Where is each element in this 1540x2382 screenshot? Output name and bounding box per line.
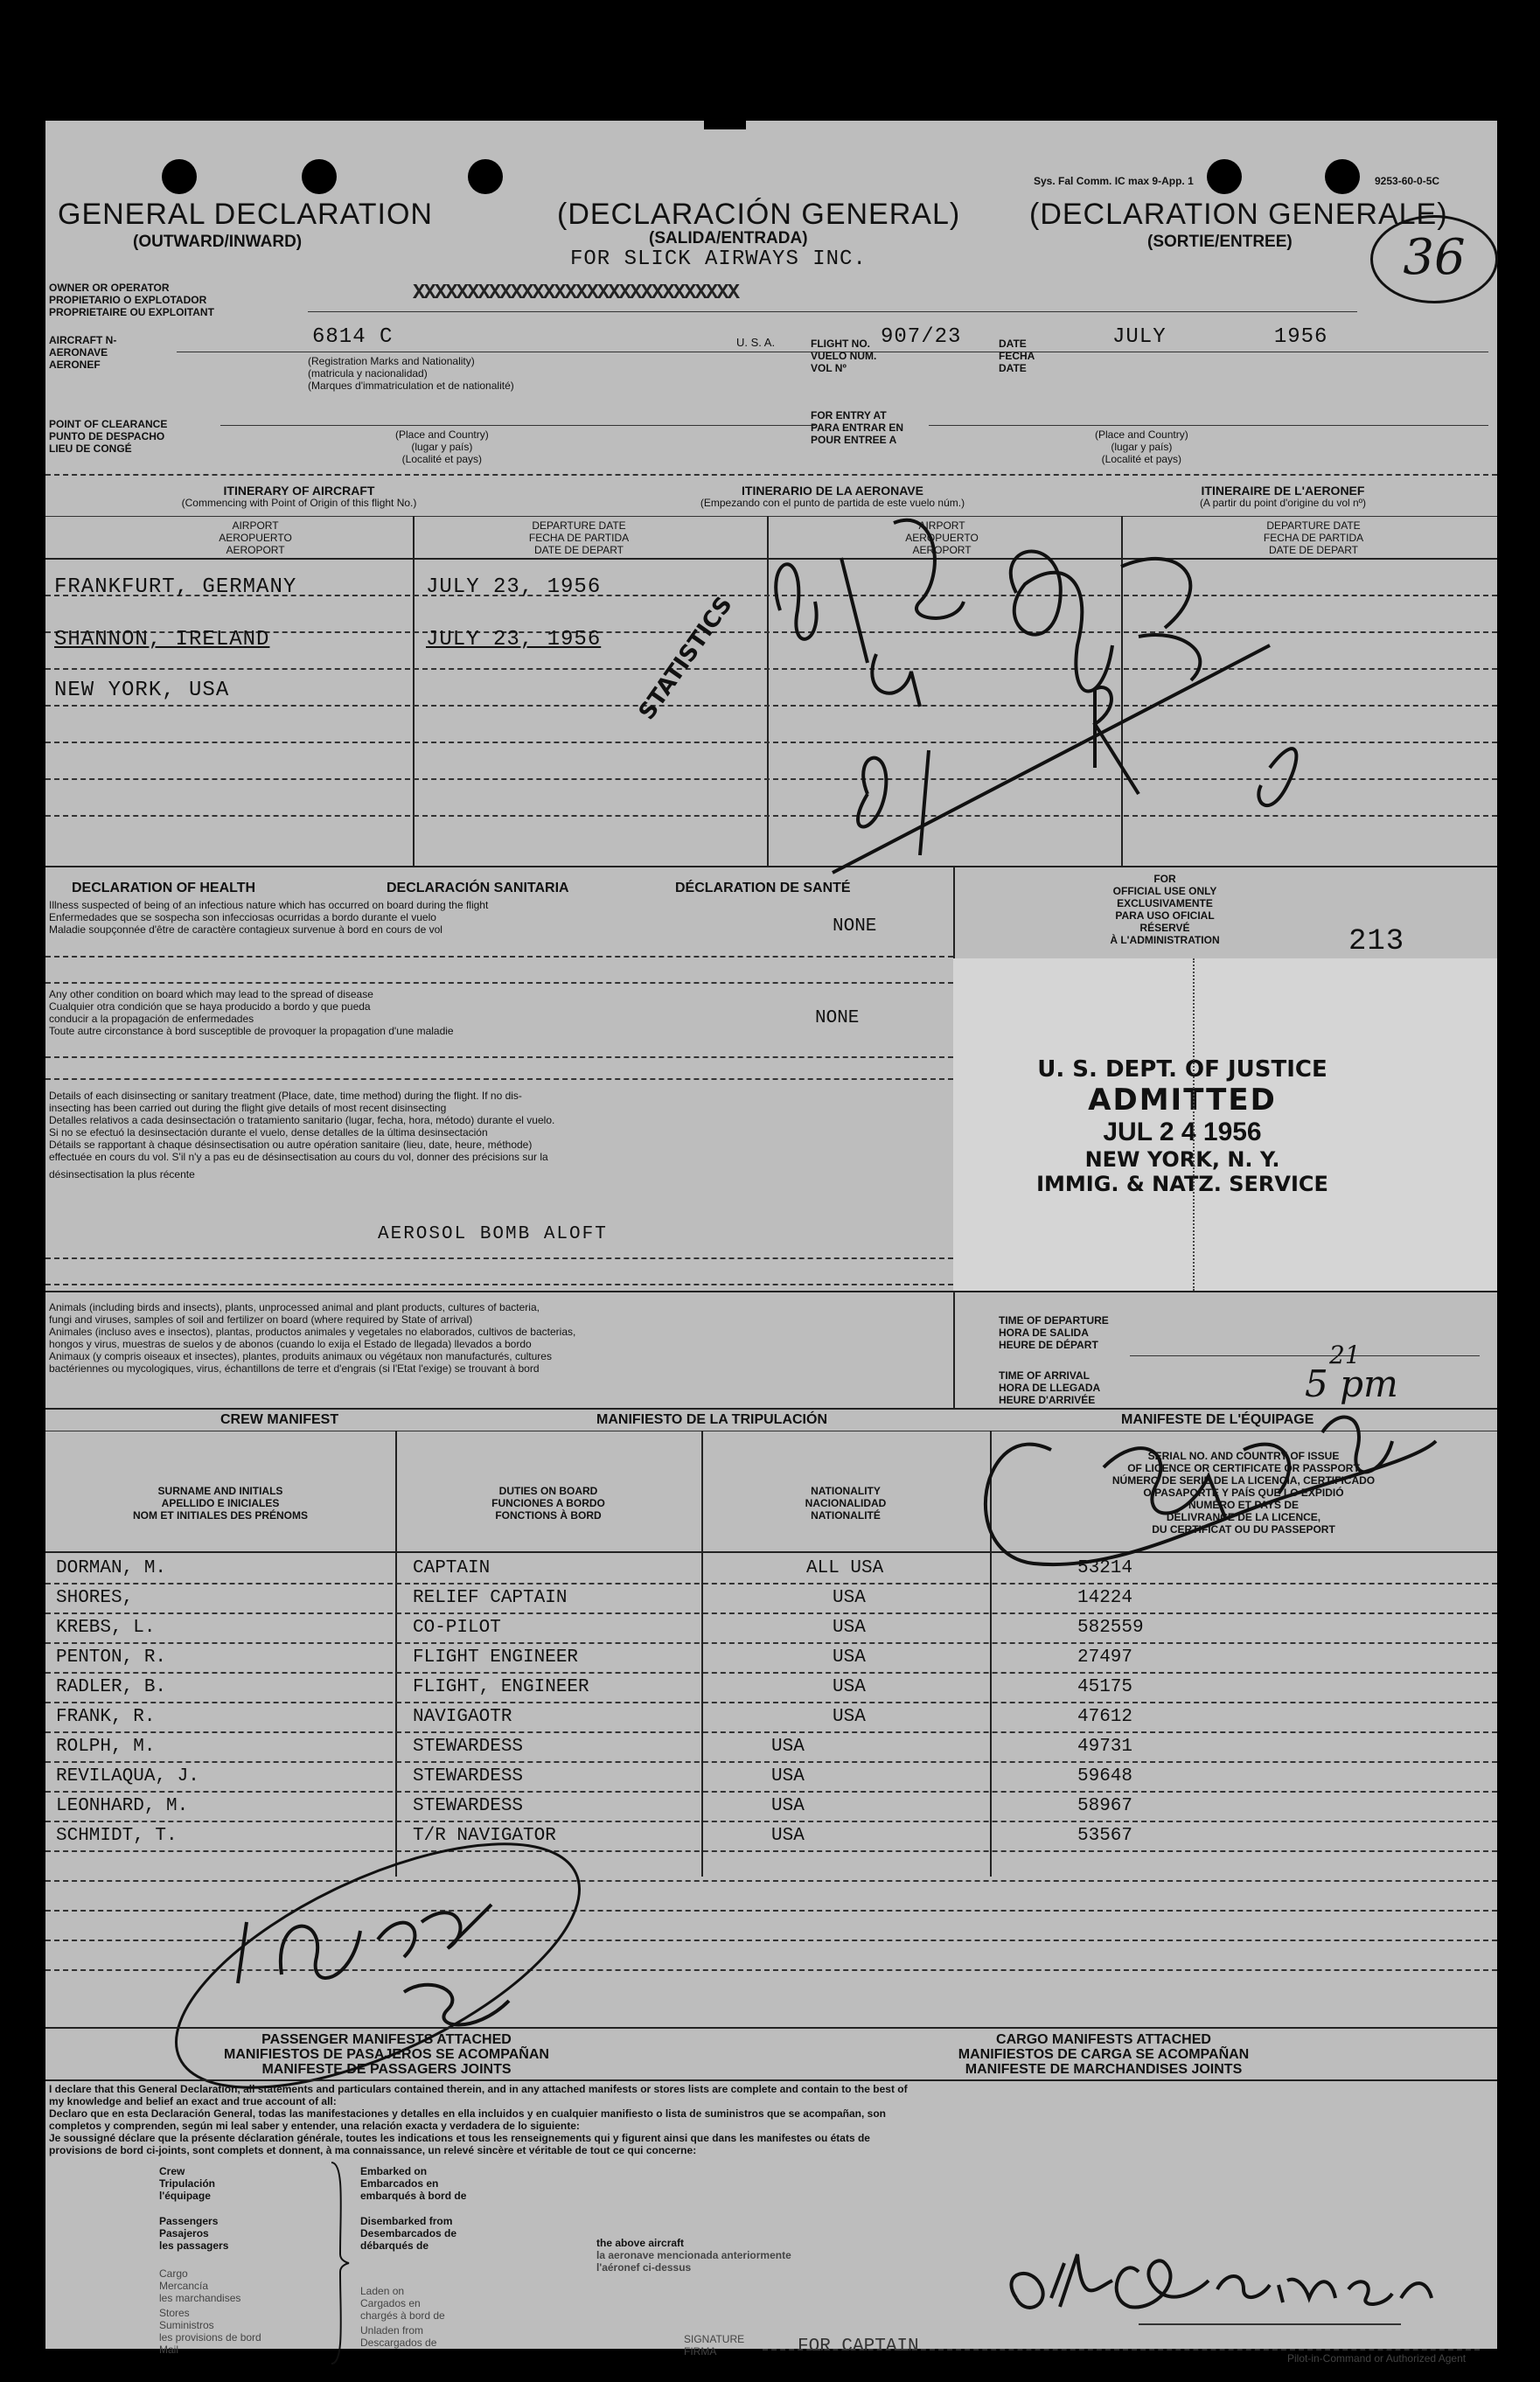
itinerary-title-fr: ITINERAIRE DE L'AERONEF (A partir du point d'origine du vol nº) <box>1199 484 1367 509</box>
itinerary-date-1: JULY 23, 1956 <box>426 575 602 599</box>
health-answer-1: NONE <box>833 916 877 937</box>
crew-duty: NAVIGAOTR <box>413 1707 512 1727</box>
crew-serial: 59648 <box>1077 1766 1133 1786</box>
crew-serial: 49731 <box>1077 1737 1133 1757</box>
itinerary-handwriting <box>728 505 1392 873</box>
crew-duty: FLIGHT, ENGINEER <box>413 1677 589 1697</box>
crew-row-line <box>45 1821 1497 1822</box>
aircraft-label: AIRCRAFT N- AERONAVE AERONEF <box>49 334 117 371</box>
health-question-1: Illness suspected of being of an infectious nature which has occurred on board during the flight Enfermedades que se sospecha son infecciosas ocurridas a bordo durante el vuelo Maladie soupçonnée d'être de caractère contagieux survenue à bord en cours de vol <box>49 899 489 936</box>
health-title-en: DECLARATION OF HEALTH <box>72 881 256 895</box>
crew-title-en: CREW MANIFEST <box>220 1412 339 1427</box>
crew-name: FRANK, R. <box>56 1707 156 1727</box>
footer-brace <box>327 2158 353 2368</box>
punch-hole <box>1325 159 1360 194</box>
pilot-label: Pilot-in-Command or Authorized Agent <box>1287 2352 1467 2365</box>
signature-label: SIGNATURE FIRMA <box>684 2333 745 2358</box>
crew-serial: 53567 <box>1077 1826 1133 1846</box>
health-question-3: Details of each disinsecting or sanitary treatment (Place, date, time method) during the flight. If no dis- insecting has been carried out during the flight give details of most recent disinsecting Detalles relativos a cada desinsectación o tratamiento sanitario (lugar, fecha, hora, método) durante el vuelo. Si no se efectuó la desinsectación durante el vuelo, dense detalles de la última desinsectación Détails se rapportant à chaque désinsectisation ou autre opération sanitaire (lieu, date, heure, méthode) effectuée en cours du vol. S'il n'y a pas eu de désinsectisation au cours du vol, donner des précisions sur la désinsectisation la plus récente <box>49 1090 555 1181</box>
crew-name: DORMAN, M. <box>56 1558 167 1578</box>
page-number: 36 <box>1370 215 1498 303</box>
official-use-label: FOR OFFICIAL USE ONLY EXCLUSIVAMENTE PARA USO OFICIAL RÉSERVÉ À L'ADMINISTRATION <box>1110 873 1220 946</box>
signature-for: FOR CAPTAIN <box>798 2337 919 2357</box>
immigration-stamp: U. S. DEPT. OF JUSTICE ADMITTED JUL 2 4 1956 NEW YORK, N. Y. IMMIG. & NATZ. SERVICE <box>1036 1056 1328 1196</box>
crew-header-name: SURNAME AND INITIALS APELLIDO E INICIALES NOM ET INITIALES DES PRÉNOMS <box>132 1485 308 1522</box>
health-title-es: DECLARACIÓN SANITARIA <box>387 881 569 895</box>
crew-duty: T/R NAVIGATOR <box>413 1826 556 1846</box>
crew-name: KREBS, L. <box>56 1618 156 1638</box>
crew-nationality: USA <box>771 1737 805 1757</box>
crew-title-fr: MANIFESTE DE L'ÉQUIPAGE <box>1121 1412 1314 1427</box>
fal-reference: Sys. Fal Comm. IC max 9-App. 1 <box>1034 175 1194 187</box>
flight-date: JULY 1956 <box>1112 325 1328 349</box>
crew-nationality: USA <box>771 1826 805 1846</box>
owner-value-struck: XXXXXXXXXXXXXXXXXXXXXXXXXXXXXX <box>413 282 739 305</box>
crew-serial: 58967 <box>1077 1796 1133 1816</box>
footer-passengers-label: Passengers Pasajeros les passagers <box>159 2215 229 2252</box>
crew-name: SCHMIDT, T. <box>56 1826 178 1846</box>
crew-duty: RELIEF CAPTAIN <box>413 1588 568 1608</box>
crew-serial: 45175 <box>1077 1677 1133 1697</box>
subtitle-es: (SALIDA/ENTRADA) <box>649 229 808 247</box>
crew-header-duties: DUTIES ON BOARD FUNCIONES A BORDO FONCTIONS À BORD <box>491 1485 605 1522</box>
crew-name: REVILAQUA, J. <box>56 1766 199 1786</box>
flight-label: FLIGHT NO. VUELO NUM. VOL Nº <box>811 338 877 374</box>
crew-duty: STEWARDESS <box>413 1766 524 1786</box>
registration-note: (Registration Marks and Nationality) (matricula y nacionalidad) (Marques d'immatriculation et de nationalité) <box>308 355 514 392</box>
subtitle-fr: (SORTIE/ENTREE) <box>1147 233 1293 251</box>
itinerary-col-airport-2: AIRPORT AEROPUERTO AEROPORT <box>905 519 979 556</box>
crew-serial: 53214 <box>1077 1558 1133 1578</box>
crew-serial: 582559 <box>1077 1618 1144 1638</box>
crew-serial: 47612 <box>1077 1707 1133 1727</box>
itinerary-col-date-2: DEPARTURE DATE FECHA DE PARTIDA DATE DE DEPART <box>1263 519 1364 556</box>
footer-stores-label: Stores Suministros les provisions de bord Mail <box>159 2307 261 2356</box>
crew-name: SHORES, <box>56 1588 134 1608</box>
crew-row-line <box>45 1612 1497 1614</box>
subtitle-en: (OUTWARD/INWARD) <box>133 233 303 251</box>
clearance-label: POINT OF CLEARANCE PUNTO DE DESPACHO LIEU DE CONGÉ <box>49 418 168 455</box>
cargo-manifest-note: CARGO MANIFESTS ATTACHED MANIFIESTOS DE CARGA SE ACOMPAÑAN MANIFESTE DE MARCHANDISES JOINTS <box>958 2032 1250 2077</box>
crew-name: RADLER, B. <box>56 1677 167 1697</box>
crew-serial: 14224 <box>1077 1588 1133 1608</box>
footer-embarked-label: Embarked on Embarcados en embarqués à bord de <box>360 2165 467 2202</box>
itinerary-airport-3: NEW YORK, USA <box>54 679 230 702</box>
crew-nationality: USA <box>833 1707 866 1727</box>
crew-duty: CAPTAIN <box>413 1558 491 1578</box>
declaration-text: I declare that this General Declaration, all statements and particulars contained therein, and in any attached manifests or stores lists are complete and contain to the best of my knowledge and belief an exact and true account of all: Declaro que en esta Declaración General, todas las manifestaciones y detalles en ella incluidos y en cualquier manifiesto o lista de suministros que se acompañan, son completos y comprenden, según mi leal saber y entender, una relación exacta y verdadera de lo siguiente: Je soussigné déclare que la présente déclaration générale, toutes les indications et tous les renseignements qui y figurent ainsi que dans les manifestes ou états de provisions de bord ci-joints, sont complets et donnent, à ma connaissance, un relevé sincère et véritable de tout ce qui concerne: <box>49 2083 908 2156</box>
date-label: DATE FECHA DATE <box>999 338 1035 374</box>
crew-nationality: USA <box>833 1618 866 1638</box>
crew-nationality: USA <box>833 1647 866 1668</box>
crew-name: ROLPH, M. <box>56 1737 156 1757</box>
crew-nationality: USA <box>833 1588 866 1608</box>
arrival-time: 5 pm <box>1305 1362 1398 1405</box>
crew-duty: STEWARDESS <box>413 1737 524 1757</box>
clearance-note: (Place and Country) (lugar y país) (Localité et pays) <box>395 428 489 465</box>
captain-signature <box>981 2237 1471 2342</box>
passenger-manifest-note: PASSENGER MANIFESTS ATTACHED MANIFIESTOS DE PASAJEROS SE ACOMPAÑAN MANIFESTE DE PASSAGERS JOINTS <box>224 2032 549 2077</box>
crew-handwriting <box>929 1345 1453 1607</box>
punch-hole <box>162 159 197 194</box>
itinerary-col-date-1: DEPARTURE DATE FECHA DE PARTIDA DATE DE DEPART <box>528 519 630 556</box>
itinerary-airport-1: FRANKFURT, GERMANY <box>54 575 297 599</box>
crew-row-line <box>45 1702 1497 1703</box>
crew-header-nationality: NATIONALITY NACIONALIDAD NATIONALITÉ <box>805 1485 887 1522</box>
crew-row-line <box>45 1731 1497 1733</box>
health-question-2: Any other condition on board which may lead to the spread of disease Cualquier otra condición que se haya producido a bordo y que pueda conducir a la propagación de enfermedades Toute autre circonstance à bord susceptible de provoquer la propagation d'une maladie <box>49 988 454 1037</box>
owner-label: OWNER OR OPERATOR PROPIETARIO O EXPLOTADOR PROPRIETAIRE OU EXPLOITANT <box>49 282 214 318</box>
statistics-stamp: STATISTICS <box>633 592 738 725</box>
entry-label: FOR ENTRY AT PARA ENTRAR EN POUR ENTREE A <box>811 409 904 446</box>
health-answer-2: NONE <box>815 1008 860 1028</box>
itinerary-title-en: ITINERARY OF AIRCRAFT (Commencing with Point of Origin of this flight No.) <box>181 484 417 509</box>
crew-nationality: USA <box>771 1766 805 1786</box>
crew-name: LEONHARD, M. <box>56 1796 189 1816</box>
form-number: 9253-60-0-5C <box>1375 175 1440 187</box>
footer-above-aircraft: the above aircraft la aeronave mencionada anteriormente l'aéronef ci-dessus <box>596 2237 791 2274</box>
crew-row-line <box>45 1642 1497 1644</box>
crew-row-line <box>45 1791 1497 1793</box>
health-answer-3: AEROSOL BOMB ALOFT <box>378 1224 608 1244</box>
footer-disembarked-label: Disembarked from Desembarcados de débarqués de <box>360 2215 457 2252</box>
punch-hole <box>302 159 337 194</box>
crew-duty: CO-PILOT <box>413 1618 501 1638</box>
operator-name: FOR SLICK AIRWAYS INC. <box>570 247 867 271</box>
title-es: (DECLARACIÓN GENERAL) <box>557 198 961 231</box>
animals-question: Animals (including birds and insects), plants, unprocessed animal and plant products, cultures of bacteria, fungi and viruses, samples of soil and fertilizer on board (where required by State of arrival) Animales (incluso aves e insectos), plantas, productos animales y vegetales no elaborados, cultivos de bacterias, hongos y virus, muestras de suelos y de abonos (cuando lo exija el Estado de llegada) llevados a bordo Animaux (y compris oiseaux et insectes), plantes, produits animaux ou végétaux non manufacturés, cultures bactériennes ou mycologiques, virus, échantillons de terre et d'engrais (si l'Etat l'exige) se trouvant à bord <box>49 1301 576 1375</box>
arrival-day: 21 <box>1329 1341 1361 1369</box>
aircraft-registration: 6814 C <box>312 325 394 349</box>
crew-nationality: ALL USA <box>806 1558 884 1578</box>
flight-number: 907/23 <box>881 325 962 349</box>
crew-duty: FLIGHT ENGINEER <box>413 1647 579 1668</box>
title-fr: (DECLARATION GENERALE) <box>1029 198 1448 231</box>
declaration-form <box>45 121 1497 2365</box>
crew-nationality: USA <box>771 1796 805 1816</box>
crew-duty: STEWARDESS <box>413 1796 524 1816</box>
itinerary-title-es: ITINERARIO DE LA AERONAVE (Empezando con el punto de partida de este vuelo núm.) <box>700 484 965 509</box>
official-number: 213 <box>1348 925 1405 958</box>
crew-name: PENTON, R. <box>56 1647 167 1668</box>
footer-crew-label: Crew Tripulación l'équipage <box>159 2165 216 2202</box>
punch-hole <box>1207 159 1242 194</box>
crew-row-line <box>45 1761 1497 1763</box>
title-en: GENERAL DECLARATION <box>58 198 433 231</box>
itinerary-date-2: JULY 23, 1956 <box>426 628 602 651</box>
departure-time-label: TIME OF DEPARTURE HORA DE SALIDA HEURE DE DÉPART <box>999 1314 1109 1351</box>
binder-tab <box>704 103 746 129</box>
arrival-time-label: TIME OF ARRIVAL HORA DE LLEGADA HEURE D'ARRIVÉE <box>999 1369 1101 1406</box>
crew-header-serial: SERIAL NO. AND COUNTRY OF ISSUE OF LICENCE OR CERTIFICATE OR PASSPORT NÚMERO DE SERIE DE LA LICENCIA, CERTIFICADO O PASAPORTE Y PAÍS QUE LO EXPIDIÓ NUMÉRO ET PAYS DE DÉLIVRANCE DE LA LICENCE, DU CERTIFICAT OU DU PASSEPORT <box>1111 1450 1376 1536</box>
entry-note: (Place and Country) (lugar y país) (Localité et pays) <box>1095 428 1188 465</box>
itinerary-airport-2: SHANNON, IRELAND <box>54 628 270 651</box>
crew-title-es: MANIFIESTO DE LA TRIPULACIÓN <box>596 1412 827 1427</box>
itinerary-col-airport-1: AIRPORT AEROPUERTO AEROPORT <box>219 519 292 556</box>
footer-unladen-label: Unladen from Descargados de <box>360 2324 437 2349</box>
health-title-fr: DÉCLARATION DE SANTÉ <box>675 881 851 895</box>
footer-laden-label: Laden on Cargados en chargés à bord de <box>360 2285 445 2322</box>
crew-row-line <box>45 1672 1497 1674</box>
crew-serial: 27497 <box>1077 1647 1133 1668</box>
aircraft-country: U. S. A. <box>736 336 776 349</box>
punch-hole <box>468 159 503 194</box>
footer-cargo-label: Cargo Mercancía les marchandises <box>159 2267 241 2304</box>
crew-nationality: USA <box>833 1677 866 1697</box>
